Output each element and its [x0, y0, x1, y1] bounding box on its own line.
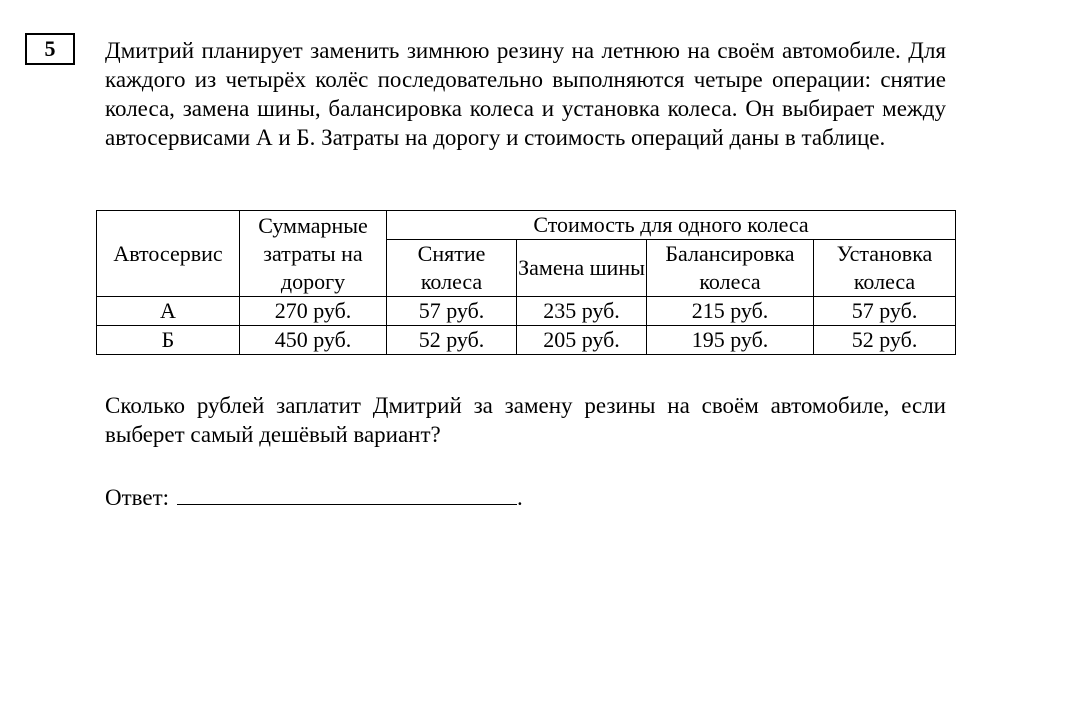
task-number-box: [25, 33, 75, 65]
row-removal: 57 руб.: [387, 297, 517, 326]
cost-table: [96, 210, 956, 355]
header-balancing: Балансировка колеса: [647, 240, 814, 297]
answer-line[interactable]: [177, 482, 517, 505]
row-install: 57 руб.: [814, 297, 956, 326]
row-tire-change: 205 руб.: [517, 326, 647, 355]
header-removal: Снятие колеса: [387, 240, 517, 297]
row-install: 52 руб.: [814, 326, 956, 355]
row-tire-change: 235 руб.: [517, 297, 647, 326]
answer-label: Ответ:: [105, 485, 170, 510]
header-install: Установка колеса: [814, 240, 956, 297]
row-balancing: 215 руб.: [647, 297, 814, 326]
row-service: Б: [97, 326, 240, 355]
table-header-row: [97, 211, 956, 240]
table-row: [97, 297, 956, 326]
row-road-cost: 270 руб.: [240, 297, 387, 326]
question-text: Сколько рублей заплатит Дмитрий за замену резины на своём автомобиле, если выберет самый дешёвый вариант?: [105, 393, 946, 447]
answer-block: [105, 482, 523, 512]
header-tire-change: Замена шины: [517, 240, 647, 297]
row-balancing: 195 руб.: [647, 326, 814, 355]
row-road-cost: 450 руб.: [240, 326, 387, 355]
header-per-wheel: Стоимость для одного колеса: [387, 211, 956, 240]
table-row: [97, 326, 956, 355]
task-number: 5: [44, 36, 56, 61]
header-road-cost: Суммарные затраты на дорогу: [240, 211, 387, 297]
row-removal: 52 руб.: [387, 326, 517, 355]
answer-trailing: .: [517, 485, 523, 510]
header-service: Автосервис: [97, 211, 240, 297]
problem-statement: Дмитрий планирует заменить зимнюю резину на летнюю на своём автомобиле. Для каждого из четырёх колёс последовательно выполняются четыре операции: снятие колеса, замена шины, балансировка колеса и установка колеса. Он выбирает между автосервисами А и Б. Затраты на дорогу и стоимость операций даны в таблице.: [105, 38, 946, 150]
row-service: А: [97, 297, 240, 326]
